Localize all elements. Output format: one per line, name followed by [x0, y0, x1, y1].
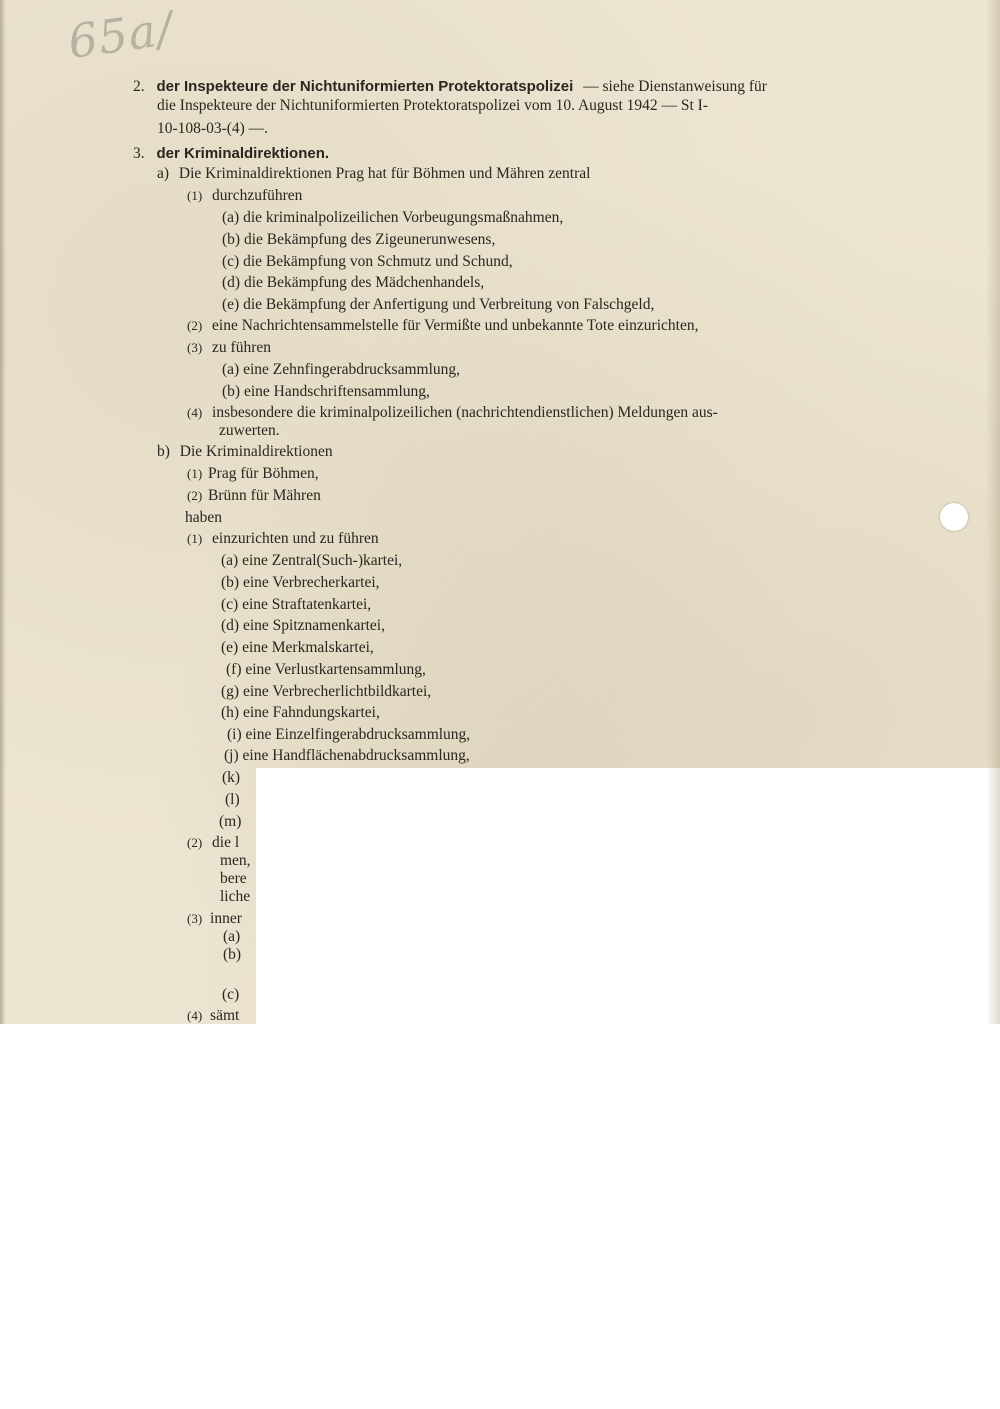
list-item: (m) [219, 813, 242, 830]
b-office-line: (1) Prag für Böhmen, [187, 465, 319, 482]
b-p3-line: (3) inner [187, 910, 242, 927]
a-p4-line-1: (4) insbesondere die kriminalpolizeilichen (nachrichtendienstlichen) Meldungen aus- [187, 404, 718, 421]
list-item: (c) eine Straftatenkartei, [221, 596, 372, 613]
list-item: (b) eine Verbrecherkartei, [221, 574, 380, 591]
list-item: (a) eine Zentral(Such-)kartei, [221, 552, 403, 569]
subsection-a-line [157, 164, 590, 184]
a-p1-marker: (1) [187, 188, 203, 203]
section-2-line-1-rest: — siehe Dienstanweisung für [583, 78, 767, 95]
list-item: (b) eine Handschriftensammlung, [222, 383, 430, 400]
list-item: (a) [223, 928, 241, 945]
list-item: (h) eine Fahndungskartei, [221, 704, 380, 721]
section-2-number: 2. [133, 78, 145, 95]
b-p4-line: (4) sämt [187, 1007, 240, 1024]
b-p2-line-1: (2) die l [187, 834, 240, 851]
a-p4-line-2: zuwerten. [219, 422, 280, 439]
list-item: (a) die kriminalpolizeilichen Vorbeugungsmaßnahmen, [222, 209, 564, 226]
list-item: (e) die Bekämpfung der Anfertigung und Verbreitung von Falschgeld, [222, 296, 655, 313]
section-2-heading: der Inspekteure der Nichtuniformierten Protektoratspolizei [156, 78, 574, 95]
list-item: (c) [222, 986, 240, 1003]
b-p2-line-3: bere [220, 870, 247, 887]
handwritten-page-note: 65a/ [64, 0, 177, 70]
list-item: (f) eine Verlustkartensammlung, [226, 661, 426, 678]
subsection-b-line [157, 442, 333, 462]
section-2-line-2: die Inspekteure der Nichtuniformierten Protektoratspolizei vom 10. August 1942 — St I- [157, 97, 708, 114]
b-haben: haben [185, 509, 223, 526]
list-item: (b) [223, 946, 242, 963]
section-2-line-3: 10-108-03-(4) —. [157, 120, 269, 137]
section-3-number: 3. [133, 145, 145, 162]
a-p1-line [187, 186, 302, 206]
list-item: (b) die Bekämpfung des Zigeunerunwesens, [222, 231, 496, 248]
list-item: (d) die Bekämpfung des Mädchenhandels, [222, 274, 485, 291]
list-item: (c) die Bekämpfung von Schmutz und Schund, [222, 253, 513, 270]
a-p2-line: (2) eine Nachrichtensammelstelle für Vermißte und unbekannte Tote einzurichten, [187, 317, 699, 334]
list-item: (l) [225, 791, 240, 808]
redaction-patch [256, 768, 1000, 1024]
list-item: (i) eine Einzelfingerabdrucksammlung, [227, 726, 471, 743]
section-3-heading: der Kriminaldirektionen. [156, 145, 330, 162]
a-p1-text: durchzuführen [212, 187, 303, 204]
list-item: (k) [222, 769, 241, 786]
section-2-line-1 [133, 77, 767, 97]
subsection-b-marker: b) [157, 443, 170, 460]
b-p1-line: (1) einzurichten und zu führen [187, 530, 379, 547]
section-3-heading-line [133, 144, 329, 164]
list-item: (a) eine Zehnfingerabdrucksammlung, [222, 361, 461, 378]
list-item: (g) eine Verbrecherlichtbildkartei, [221, 683, 432, 700]
subsection-b-text: Die Kriminaldirektionen [179, 443, 333, 460]
b-p2-line-4: liche [220, 888, 251, 905]
subsection-a-text: Die Kriminaldirektionen Prag hat für Böhmen und Mähren zentral [178, 165, 591, 182]
list-item: (d) eine Spitznamenkartei, [221, 617, 385, 634]
list-item: (e) eine Merkmalskartei, [221, 639, 374, 656]
punch-hole [940, 503, 968, 531]
b-p2-line-2: men, [220, 852, 251, 869]
list-item: (j) eine Handflächenabdrucksammlung, [224, 747, 470, 764]
subsection-a-marker: a) [157, 165, 170, 182]
a-p3-line: (3) zu führen [187, 339, 272, 356]
b-office-line: (2) Brünn für Mähren [187, 487, 321, 504]
